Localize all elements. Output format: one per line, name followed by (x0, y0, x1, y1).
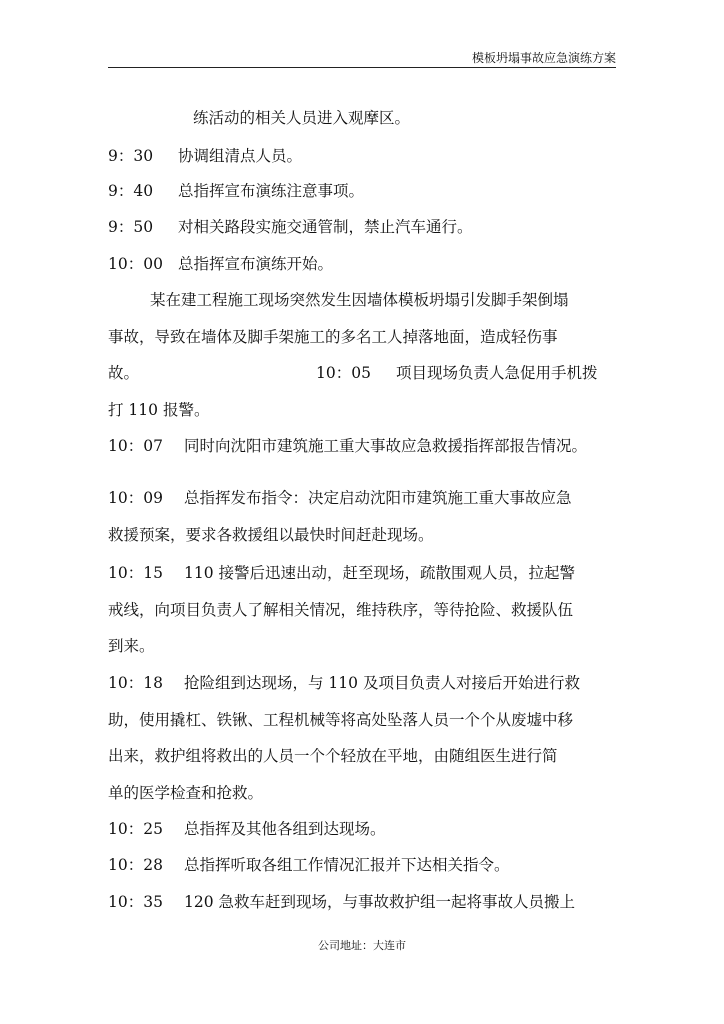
time-label: 9：50 (108, 218, 154, 236)
line-text: 项目现场负责人急促用手机拨 (396, 364, 598, 382)
schedule-line (108, 181, 364, 201)
line-text: 协调组清点人员。 (178, 147, 303, 165)
time-label: 10：05 (316, 364, 371, 382)
schedule-line (108, 855, 510, 875)
schedule-line (108, 892, 575, 912)
text-line (108, 363, 598, 383)
text-line (108, 636, 155, 656)
time-label: 10：18 (108, 674, 163, 692)
schedule-line (108, 217, 473, 237)
line-text: 对相关路段实施交通管制，禁止汽车通行。 (178, 218, 473, 236)
line-text: 抢险组到达现场，与 110 及项目负责人对接后开始进行救 (184, 674, 580, 692)
line-text: 总指挥及其他各组到达现场。 (184, 820, 386, 838)
schedule-line (108, 254, 333, 274)
line-text: 事故，导致在墙体及脚手架施工的多名工人掉落地面，造成轻伤事 (108, 328, 558, 346)
time-label: 10：00 (108, 255, 163, 273)
text-line (108, 783, 263, 803)
line-text: 总指挥听取各组工作情况汇报并下达相关指令。 (184, 856, 510, 874)
line-text: 练活动的相关人员进入观摩区。 (193, 109, 411, 127)
line-text: 戒线，向项目负责人了解相关情况，维持秩序，等待抢险、救援队伍 (108, 601, 574, 619)
time-label: 10：09 (108, 489, 163, 507)
text-line (108, 746, 558, 766)
line-text: 救援预案，要求各救援组以最快时间赶赴现场。 (108, 526, 434, 544)
text-line (108, 327, 558, 347)
time-label: 10：07 (108, 437, 163, 455)
header-divider (108, 67, 616, 68)
schedule-line (108, 146, 302, 166)
schedule-line (108, 436, 587, 456)
schedule-line (108, 673, 580, 693)
line-text: 120 急救车赶到现场，与事故救护组一起将事故人员搬上 (184, 893, 576, 911)
text-line (108, 600, 573, 620)
time-label: 10：25 (108, 820, 163, 838)
line-text: 110 接警后迅速出动，赶至现场，疏散围观人员，拉起警 (184, 564, 576, 582)
line-text: 总指挥发布指令：决定启动沈阳市建筑施工重大事故应急 (184, 489, 572, 507)
time-label: 10：15 (108, 564, 163, 582)
line-text: 总指挥宣布演练开始。 (178, 255, 334, 273)
schedule-line (108, 563, 575, 583)
text-line (150, 290, 569, 310)
line-text: 同时向沈阳市建筑施工重大事故应急救援指挥部报告情况。 (184, 437, 588, 455)
line-text: 助，使用撬杠、铁锹、工程机械等将高处坠落人员一个个从废墟中移 (108, 711, 574, 729)
line-text: 总指挥宣布演练注意事项。 (178, 182, 365, 200)
line-text: 到来。 (108, 637, 155, 655)
text-line (108, 710, 573, 730)
time-label: 9：30 (108, 147, 154, 165)
time-label: 9：40 (108, 182, 154, 200)
time-label: 10：28 (108, 856, 163, 874)
text-line (108, 400, 209, 420)
text-line (193, 108, 410, 128)
text-line (108, 525, 434, 545)
line-text: 故。 (108, 364, 140, 382)
footer-address: 公司地址：大连市 (318, 939, 406, 952)
time-label: 10：35 (108, 893, 163, 911)
line-text: 打 110 报警。 (108, 401, 210, 419)
line-text: 单的医学检查和抢救。 (108, 784, 264, 802)
header-title: 模板坍塌事故应急演练方案 (471, 51, 616, 65)
schedule-line (108, 819, 386, 839)
line-text: 出来，救护组将救出的人员一个个轻放在平地，由随组医生进行简 (108, 747, 558, 765)
schedule-line (108, 488, 572, 508)
line-text: 某在建工程施工现场突然发生因墙体模板坍塌引发脚手架倒塌 (150, 291, 569, 309)
